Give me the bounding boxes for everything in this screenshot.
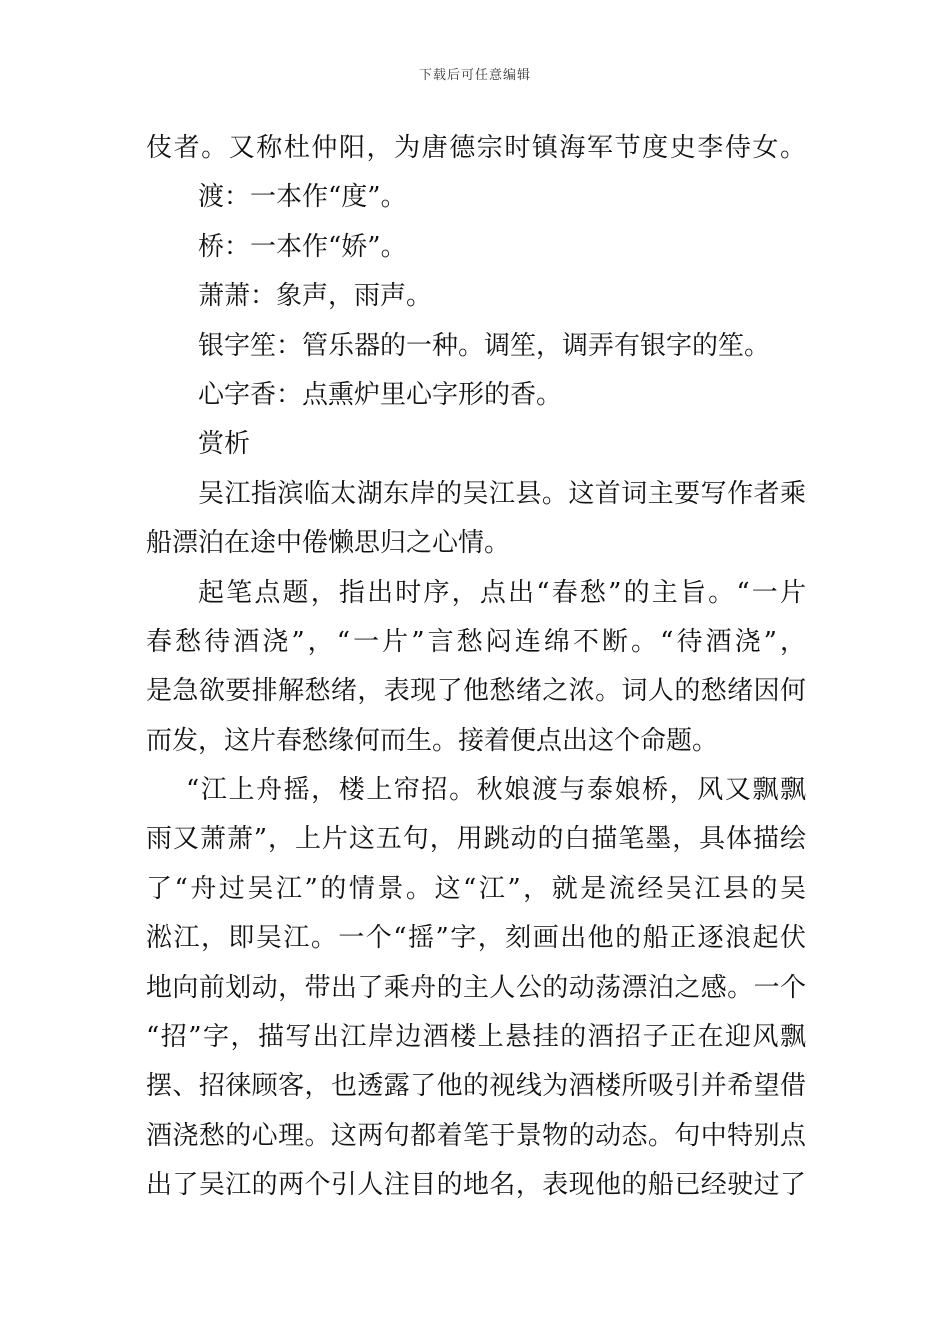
- text-line: 是急欲要排解愁绪，表现了他愁绪之浓。词人的愁绪因何: [146, 676, 806, 707]
- text-line: “江上舟摇，楼上帘招。秋娘渡与泰娘桥，风又飘飘: [186, 775, 806, 806]
- page-header: 下载后可任意编辑: [418, 68, 531, 83]
- text-line: 雨又萧萧”，上片这五句，用跳动的白描笔墨，具体描绘: [146, 824, 806, 855]
- text-line: 摆、招徕顾客，也透露了他的视线为酒楼所吸引并希望借: [146, 1071, 806, 1102]
- text-line: 而发，这片春愁缘何而生。接着便点出这个命题。: [146, 725, 719, 756]
- document-body: [146, 124, 806, 1211]
- text-line: 船漂泊在途中倦懒思归之心情。: [146, 528, 511, 559]
- text-line: 起笔点题，指出时序，点出“春愁”的主旨。“一片: [198, 577, 806, 608]
- text-line: 伎者。又称杜仲阳，为唐德宗时镇海军节度史李侍女。: [146, 133, 806, 163]
- text-line: 吴江指滨临太湖东岸的吴江县。这首词主要写作者乘: [198, 478, 806, 509]
- text-line: 银字笙：管乐器的一种。调笙，调弄有银字的笙。: [198, 330, 771, 361]
- text-line: 渡：一本作“度”。: [198, 182, 407, 213]
- section-heading: 赏析: [198, 429, 251, 460]
- text-line: 地向前划动，带出了乘舟的主人公的动荡漂泊之感。一个: [146, 972, 806, 1003]
- text-line: 萧萧：象声，雨声。: [198, 281, 433, 312]
- text-line: 心字香：点熏炉里心字形的香。: [198, 379, 563, 410]
- text-line: 桥：一本作“娇”。: [198, 231, 407, 262]
- text-line: 酒浇愁的心理。这两句都着笔于景物的动态。句中特别点: [146, 1120, 806, 1151]
- text-line: 淞江，即吴江。一个“摇”字，刻画出他的船正逐浪起伏: [146, 923, 806, 954]
- text-line: 了“舟过吴江”的情景。这“江”，就是流经吴江县的吴: [146, 873, 806, 904]
- text-line: 春愁待酒浇”，“一片”言愁闷连绵不断。“待酒浇”，: [146, 626, 806, 657]
- text-line: “招”字，描写出江岸边酒楼上悬挂的酒招子正在迎风飘: [146, 1022, 806, 1053]
- text-line: 出了吴江的两个引人注目的地名，表现他的船已经驶过了: [146, 1170, 806, 1201]
